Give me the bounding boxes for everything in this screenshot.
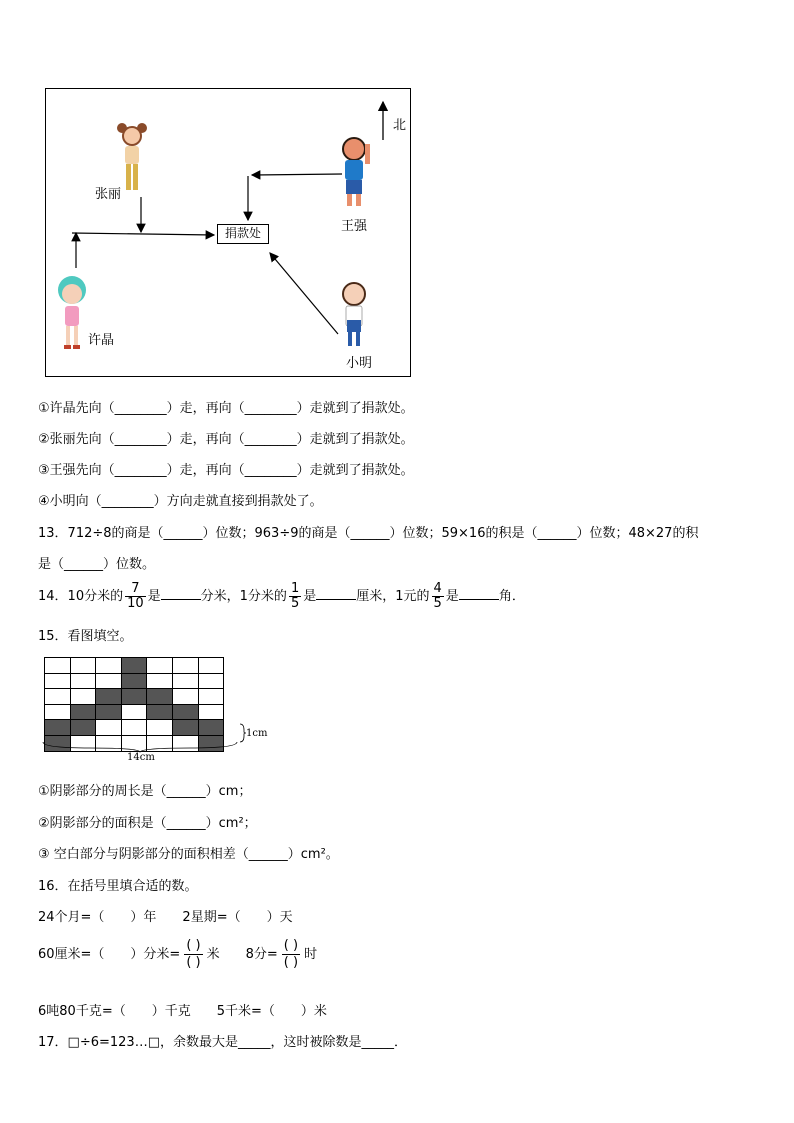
blank-cell: [44, 673, 71, 690]
zhangli-figure: [117, 123, 147, 190]
shaded-cell: [70, 704, 97, 721]
blank-cell: [198, 657, 225, 674]
grid-row: [45, 674, 224, 690]
wangqiang-figure: [343, 138, 370, 206]
zhangli-label: 张丽: [95, 187, 122, 202]
q15-a: ①阴影部分的周长是（______）cm；: [38, 784, 252, 799]
xiaoming-label: 小明: [346, 356, 373, 371]
blank-cell: [70, 657, 97, 674]
blank-cell: [146, 657, 173, 674]
blank-cell: [121, 704, 148, 721]
width-label: 14cm: [127, 752, 155, 763]
xujing-label: 许晶: [88, 333, 115, 348]
shaded-cell: [198, 719, 225, 736]
blank-cell: [70, 688, 97, 705]
q15-title: 15．看图填空。: [38, 629, 133, 644]
shaded-cell: [95, 704, 122, 721]
shaded-cell: [146, 704, 173, 721]
blank-cell: [95, 719, 122, 736]
fraction-1-5: $\frac{1}{5}$: [290, 581, 300, 611]
q16-row-3: 6吨80千克=（ ）千克 5千米=（ ）米: [38, 1004, 327, 1019]
shaded-cell: [70, 719, 97, 736]
q15-c: ③ 空白部分与阴影部分的面积相差（______）cm²。: [38, 847, 339, 862]
north-label: 北: [393, 118, 407, 133]
shaded-cell: [146, 688, 173, 705]
q12-line-1: ①许晶先向（________）走，再向（________）走就到了捐款处。: [38, 401, 414, 416]
grid-row: [45, 720, 224, 736]
q16-title: 16．在括号里填合适的数。: [38, 879, 198, 894]
q13-line-2: 是（______）位数。: [38, 557, 156, 572]
wangqiang-label: 王强: [341, 219, 368, 234]
wangqiang-left-arrow: [252, 174, 342, 175]
blank-cell: [146, 719, 173, 736]
blank-fraction[interactable]: $\frac{( )}{( )}$: [186, 938, 201, 970]
blank-cell: [198, 673, 225, 690]
answer-blank[interactable]: [459, 599, 499, 600]
shaded-cell: [44, 719, 71, 736]
q12-line-3: ③王强先向（________）走，再向（________）走就到了捐款处。: [38, 463, 414, 478]
fraction-7-10: $\frac{7}{10}$: [127, 581, 144, 611]
blank-cell: [146, 673, 173, 690]
shaded-cell: [95, 688, 122, 705]
q16-row-1: 24个月=（ ）年 2星期=（ ）天: [38, 910, 293, 925]
blank-cell: [172, 688, 199, 705]
shaded-cell: [121, 673, 148, 690]
fraction-4-5: $\frac{4}{5}$: [433, 581, 442, 611]
blank-cell: [172, 673, 199, 690]
blank-cell: [95, 657, 122, 674]
height-label: 1cm: [246, 728, 268, 739]
q12-line-2: ②张丽先向（________）走，再向（________）走就到了捐款处。: [38, 432, 414, 447]
shaded-cell: [121, 688, 148, 705]
q12-line-4: ④小明向（________）方向走就直接到捐款处了。: [38, 494, 323, 509]
xujing-right-arrow: [72, 233, 214, 235]
answer-blank[interactable]: [316, 599, 356, 600]
xiaoming-figure: [343, 283, 365, 346]
q17-line: 17．□÷6=123…□，余数最大是_____，这时被除数是_____．: [38, 1035, 407, 1050]
blank-cell: [95, 673, 122, 690]
blank-cell: [198, 688, 225, 705]
grid-row: [45, 658, 224, 674]
xiaoming-arrow: [270, 253, 338, 334]
donation-point-label: 捐款处: [217, 224, 269, 244]
blank-cell: [44, 704, 71, 721]
blank-cell: [70, 673, 97, 690]
shaded-cell: [121, 657, 148, 674]
blank-fraction[interactable]: $\frac{( )}{( )}$: [283, 938, 299, 970]
blank-cell: [121, 719, 148, 736]
q13-line-1: 13．712÷8的商是（______）位数；963÷9的商是（______）位数；59×16的积是（______）位数；48×27的积: [38, 526, 699, 541]
grid-row: [45, 689, 224, 705]
blank-cell: [44, 657, 71, 674]
grid-row: [45, 705, 224, 721]
shaded-cell: [172, 719, 199, 736]
answer-blank[interactable]: [161, 599, 201, 600]
blank-cell: [198, 704, 225, 721]
q15-b: ②阴影部分的面积是（______）cm²；: [38, 816, 257, 831]
q16-row-2: 60厘米=（ ）分米= $\frac{( )}{( )}$ 米 8分= $\frac{( )}{( )}$ 时: [38, 938, 318, 970]
q14-line: 14．10分米的 $\frac{7}{10}$ 是 分米，1分米的 $\frac{1}{5}$ 是 厘米，1元的 $\frac{4}{5}$ 是 角．: [38, 581, 525, 611]
xujing-figure: [58, 276, 86, 349]
blank-cell: [44, 688, 71, 705]
blank-cell: [172, 657, 199, 674]
shaded-cell: [172, 704, 199, 721]
q14-text: 14．10分米的: [38, 589, 124, 604]
